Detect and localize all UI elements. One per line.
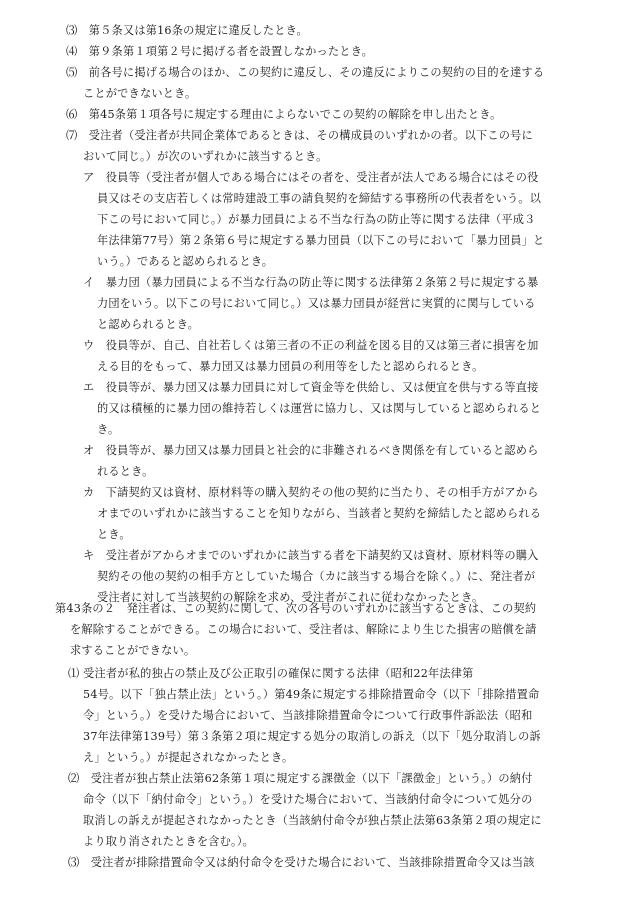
- text-line: ⑴ 受注者が私的独占の禁止及び公正取引の確保に関する法律（昭和22年法律第: [68, 667, 474, 680]
- text-line: 下この号において同じ。）が暴力団員による不当な行為の防止等に関する法律（平成３: [97, 213, 536, 226]
- text-line: 員又はその支店若しくは常時建設工事の請負契約を締結する事務所の代表者をいう。以: [97, 192, 542, 205]
- text-line: オ 役員等が、暴力団又は暴力団員と社会的に非難されるべき関係を有していると認めら: [83, 444, 539, 457]
- text-line: 力団をいう。以下この号において同じ。）又は暴力団員が経営に実質的に関与している: [97, 297, 536, 310]
- text-line: ⑹ 第45条第１項各号に規定する理由によらないでこの契約の解除を申し出たとき。: [66, 108, 502, 121]
- text-line: える目的をもって、暴力団又は暴力団員の利用等をしたと認められるとき。: [97, 360, 484, 373]
- text-line: ⑺ 受注者（受注者が共同企業体であるときは、その構成員のいずれかの者。以下この号に: [66, 129, 533, 142]
- text-line: 受注者に対して当該契約の解除を求め、受注者がこれに従わなかったとき。: [97, 591, 484, 604]
- text-line: ウ 役員等が、自己、自社若しくは第三者の不正の利益を図る目的又は第三者に損害を加: [83, 339, 539, 352]
- text-line: オまでのいずれかに該当することを知りながら、当該者と契約を締結したと認められる: [97, 507, 542, 520]
- text-line: いう。）であると認められるとき。: [97, 255, 274, 268]
- text-line: ⑶ 第５条又は第16条の規定に違反したとき。: [66, 24, 308, 37]
- text-line: ア 役員等（受注者が個人である場合にはその者を、受注者が法人である場合にはその役: [83, 171, 539, 184]
- text-line: イ 暴力団（暴力団員による不当な行為の防止等に関する法律第２条第２号に規定する暴: [83, 276, 539, 289]
- text-line: 第43条の２ 発注者は、この契約に関して、次の各号のいずれかに該当するときは、この契約: [55, 602, 537, 615]
- text-line: 取消しの訴えが提起されなかったとき（当該納付命令が独占禁止法第63条第２項の規定に: [83, 814, 542, 827]
- text-line: と認められるとき。: [97, 318, 200, 331]
- text-line: 命令（以下「納付命令」という。）を受けた場合において、当該納付命令について処分の: [83, 793, 533, 806]
- text-line: 54号。以下「独占禁止法」という。）第49条に規定する排除措置命令（以下「排除措置命: [83, 688, 540, 701]
- text-line: ⑸ 前各号に掲げる場合のほか、この契約に違反し、その違反によりこの契約の目的を達する: [66, 66, 545, 79]
- text-line: おいて同じ。）が次のいずれかに該当するとき。: [83, 150, 328, 163]
- text-line: え」という。）が提起されなかったとき。: [83, 751, 294, 764]
- text-line: ⑵ 受注者が独占禁止法第62条第１項に規定する課徴金（以下「課徴金」という。）の納付: [68, 772, 533, 785]
- text-line: き。: [97, 423, 120, 436]
- text-line: より取り消されたときを含む。）。: [83, 835, 255, 848]
- text-line: ⑶ 受注者が排除措置命令又は納付命令を受けた場合において、当該排除措置命令又は当該: [68, 856, 535, 869]
- text-line: とき。: [97, 528, 131, 541]
- text-line: ことができないとき。: [83, 87, 197, 100]
- text-line: 37年法律第139号）第３条第２項に規定する処分の取消しの訴え（以下「処分取消しの訴: [83, 730, 541, 743]
- text-line: 令」という。）を受けた場合において、当該排除措置命令について行政事件訴訟法（昭和: [83, 709, 533, 722]
- text-line: カ 下請契約又は資材、原材料等の購入契約その他の契約に当たり、その相手方がアから: [83, 486, 539, 499]
- text-line: 的又は積極的に暴力団の維持若しくは運営に協力し、又は関与していると認められると: [97, 402, 542, 415]
- text-line: 年法律第77号）第２条第６号に規定する暴力団員（以下この号において「暴力団員」と: [97, 234, 545, 247]
- text-line: ⑷ 第９条第１項第２号に掲げる者を設置しなかったとき。: [66, 45, 374, 58]
- text-line: 契約その他の契約の相手方としていた場合（カに該当する場合を除く。）に、発注者が: [97, 570, 536, 583]
- text-line: キ 受注者がアからオまでのいずれかに該当する者を下請契約又は資材、原材料等の購入: [83, 549, 539, 562]
- text-line: れるとき。: [97, 465, 154, 478]
- text-line: 求することができない。: [70, 644, 196, 657]
- text-line: を解除することができる。この場合において、受注者は、解除により生じた損害の賠償を請: [70, 623, 537, 636]
- text-line: エ 役員等が、暴力団又は暴力団員に対して資金等を供給し、又は便宜を供与する等直接: [83, 381, 539, 394]
